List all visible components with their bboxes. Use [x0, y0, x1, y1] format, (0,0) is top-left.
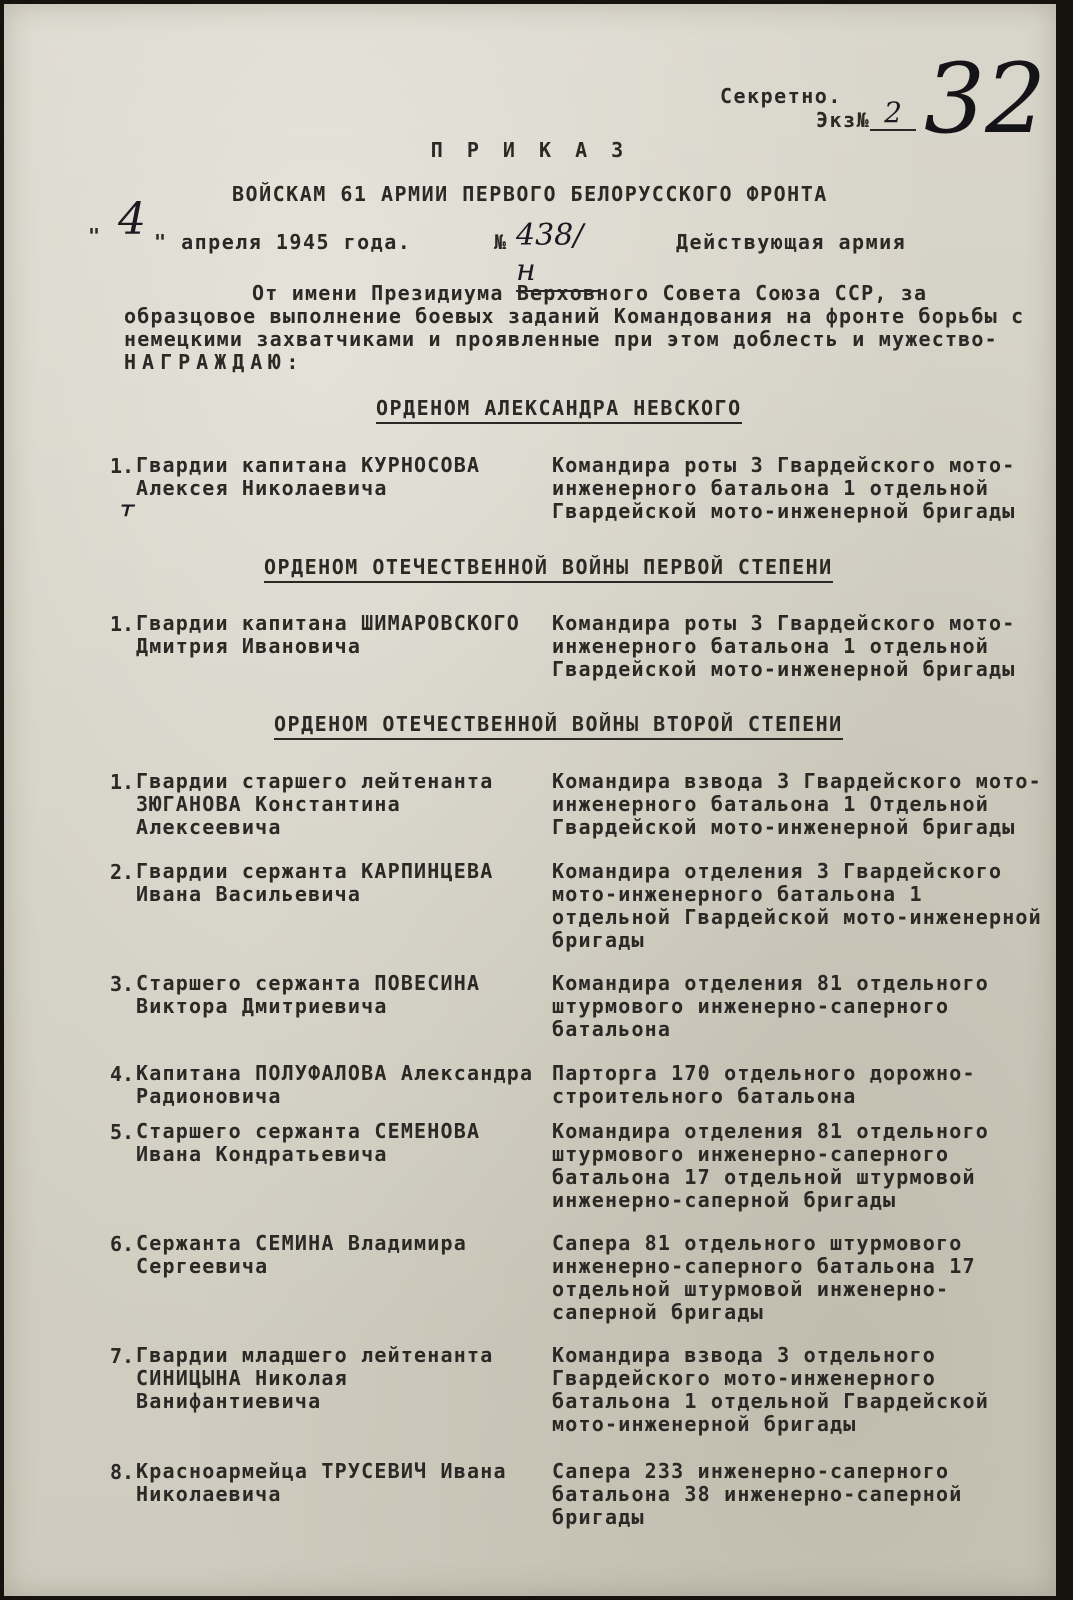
- document-subtitle: ВОЙСКАМ 61 АРМИИ ПЕРВОГО БЕЛОРУССКОГО ФРОНТА: [232, 182, 828, 206]
- item-number: 4.: [110, 1062, 135, 1086]
- item-number: 8.: [110, 1460, 135, 1484]
- item-number: 1.: [110, 454, 135, 478]
- order-number-label: №: [494, 230, 508, 254]
- copy-label: Экз№: [816, 108, 871, 132]
- awardee-position: Командира отделения 81 отдельного штурмового инженерно-саперного батальона: [552, 971, 989, 1041]
- preamble-text: От имени Президиума Верховного Совета Союза ССР, за образцовое выполнение боевых заданий Командования на фронте борьбы с немецкими захватчиками и проявленные при этом доблесть и мужество-: [124, 281, 1025, 351]
- awardee-position: Командира отделения 81 отдельного штурмового инженерно-саперного батальона 17 отдельной штурмовой инженерно-саперной бригады: [552, 1119, 989, 1212]
- award-word: НАГРАЖДАЮ:: [124, 350, 305, 374]
- awardee-name: Красноармейца ТРУСЕВИЧ Ивана Николаевича: [136, 1459, 507, 1506]
- section-title-nevsky: ОРДЕНОМ АЛЕКСАНДРА НЕВСКОГО: [376, 396, 742, 424]
- awardee-name: Гвардии капитана ШИМАРОВСКОГО Дмитрия Ивановича: [136, 611, 520, 658]
- awardee-position: Сапера 233 инженерно-саперного батальона 38 инженерно-саперной бригады: [552, 1459, 963, 1529]
- awardee-name: Старшего сержанта ПОВЕСИНА Виктора Дмитриевича: [136, 971, 481, 1018]
- order-number-handwritten: 438/н: [516, 218, 598, 292]
- awardee-name: Гвардии старшего лейтенанта ЗЮГАНОВА Константина Алексеевича: [136, 769, 494, 839]
- secret-stamp: Секретно.: [720, 84, 842, 108]
- document-title: П Р И К А З: [430, 138, 630, 162]
- awardee-name: Гвардии младшего лейтенанта СИНИЦЫНА Николая Ванифантиевича: [136, 1343, 494, 1413]
- item-number: 1.: [110, 612, 135, 636]
- page-number-handwritten: 32: [924, 43, 1047, 155]
- awardee-position: Командира взвода 3 Гвардейского мото-инженерного батальона 1 Отдельной Гвардейской мото-инженерной бригады: [552, 769, 1042, 839]
- item-number: 2.: [110, 860, 135, 884]
- awardee-name: Гвардии капитана КУРНОСОВА Алексея Николаевича: [136, 453, 481, 500]
- document-page: [4, 4, 1056, 1596]
- pencil-tick-mark: ᚁ: [120, 490, 133, 520]
- date-quote-open: ": [88, 224, 102, 248]
- section-title-ov1: ОРДЕНОМ ОТЕЧЕСТВЕННОЙ ВОЙНЫ ПЕРВОЙ СТЕПЕНИ: [264, 555, 833, 583]
- awardee-name: Гвардии сержанта КАРПИНЦЕВА Ивана Васильевича: [136, 859, 494, 906]
- date-day-handwritten: 4: [118, 194, 146, 245]
- awardee-position: Командира взвода 3 отдельного Гвардейского мото-инженерного батальона 1 отдельной Гвардейской мото-инженерной бригады: [552, 1343, 989, 1436]
- awardee-name: Сержанта СЕМИНА Владимира Сергеевича: [136, 1231, 468, 1278]
- copy-number: 2: [870, 96, 916, 131]
- awardee-position: Командира роты 3 Гвардейского мото-инженерного батальона 1 отдельной Гвардейской мото-инженерной бригады: [552, 453, 1016, 523]
- awardee-position: Командира роты 3 Гвардейского мото-инженерного батальона 1 отдельной Гвардейской мото-инженерной бригады: [552, 611, 1016, 681]
- date-month-year: " апреля 1945 года.: [154, 230, 412, 254]
- awardee-position: Командира отделения 3 Гвардейского мото-инженерного батальона 1 отдельной Гвардейской мото-инженерной бригады: [552, 859, 1042, 952]
- item-number: 5.: [110, 1120, 135, 1144]
- awardee-position: Сапера 81 отдельного штурмового инженерно-саперного батальона 17 отдельной штурмовой инженерно-саперной бригады: [552, 1231, 976, 1324]
- item-number: 1.: [110, 770, 135, 794]
- place-label: Действующая армия: [676, 230, 907, 254]
- awardee-position: Парторга 170 отдельного дорожно-строительного батальона: [552, 1061, 976, 1108]
- awardee-name: Старшего сержанта СЕМЕНОВА Ивана Кондратьевича: [136, 1119, 481, 1166]
- section-title-ov2: ОРДЕНОМ ОТЕЧЕСТВЕННОЙ ВОЙНЫ ВТОРОЙ СТЕПЕНИ: [274, 712, 843, 740]
- awardee-name: Капитана ПОЛУФАЛОВА Александра Радионовича: [136, 1061, 534, 1108]
- item-number: 3.: [110, 972, 135, 996]
- item-number: 6.: [110, 1232, 135, 1256]
- item-number: 7.: [110, 1344, 135, 1368]
